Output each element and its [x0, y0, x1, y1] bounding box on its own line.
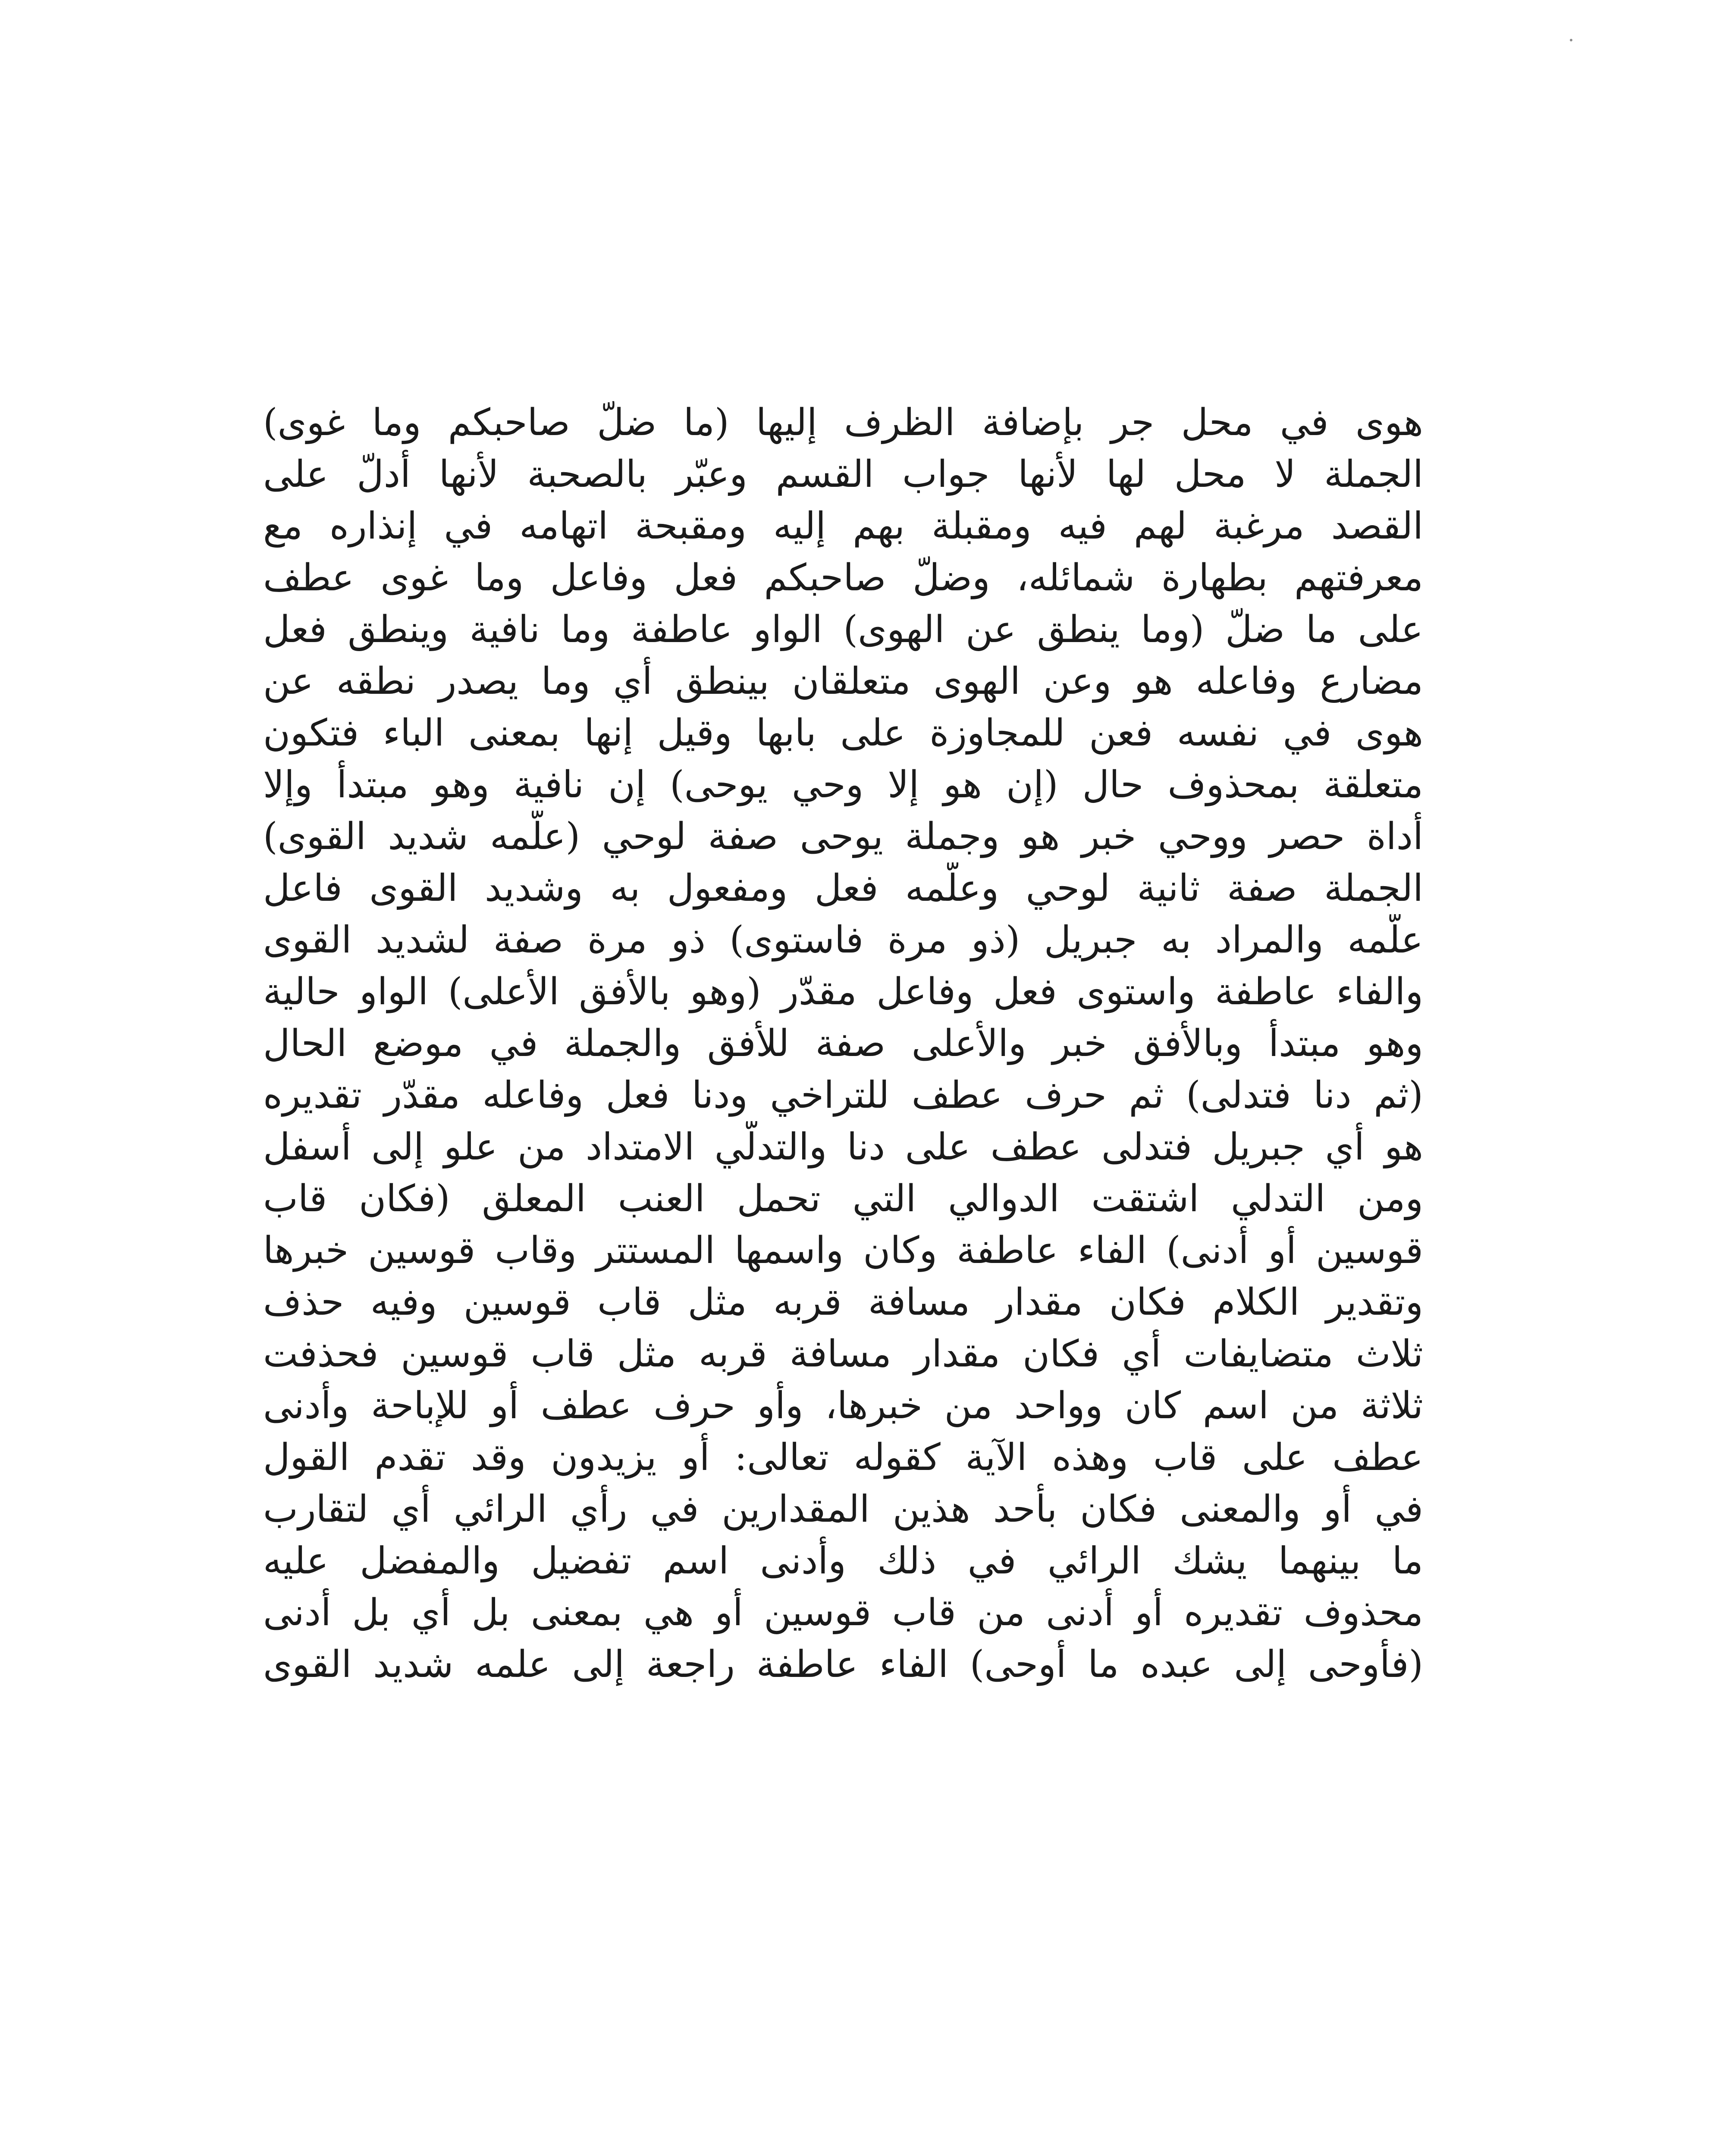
text-line: أداة حصر ووحي خبر هو وجملة يوحى صفة لوحي (علّمه شديد القوى): [263, 815, 1423, 858]
text-line: الجملة لا محل لها لأنها جواب القسم وعبّر بالصحبة لأنها أدلّ على: [263, 453, 1423, 496]
text-line: والفاء عاطفة واستوى فعل وفاعل مقدّر (وهو بالأفق الأعلى) الواو حالية: [263, 970, 1423, 1013]
text-line: معرفتهم بطهارة شمائله، وضلّ صاحبكم فعل وفاعل وما غوى عطف: [263, 556, 1423, 599]
text-line: محذوف تقديره أو أدنى من قاب قوسين أو هي بمعنى بل أي بل أدنى: [263, 1591, 1423, 1634]
text-line: عطف على قاب وهذه الآية كقوله تعالى: أو يزيدون وقد تقدم القول: [263, 1436, 1423, 1479]
text-line: مضارع وفاعله هو وعن الهوى متعلقان بينطق أي وما يصدر نطقه عن: [263, 660, 1423, 703]
text-line: وهو مبتدأ وبالأفق خبر والأعلى صفة للأفق والجملة في موضع الحال: [263, 1022, 1423, 1065]
text-line: الجملة صفة ثانية لوحي وعلّمه فعل ومفعول به وشديد القوى فاعل: [263, 867, 1423, 910]
text-line: هو أي جبريل فتدلى عطف على دنا والتدلّي الامتداد من علو إلى أسفل: [263, 1125, 1423, 1169]
text-line: متعلقة بمحذوف حال (إن هو إلا وحي يوحى) إن نافية وهو مبتدأ وإلا: [263, 763, 1423, 806]
text-line: على ما ضلّ (وما ينطق عن الهوى) الواو عاطفة وما نافية وينطق فعل: [263, 608, 1423, 651]
text-line: ما بينهما يشك الرائي في ذلك وأدنى اسم تفضيل والمفضل عليه: [263, 1539, 1423, 1583]
text-line: في أو والمعنى فكان بأحد هذين المقدارين في رأي الرائي أي لتقارب: [263, 1488, 1423, 1531]
text-line: ومن التدلي اشتقت الدوالي التي تحمل العنب المعلق (فكان قاب: [263, 1177, 1423, 1220]
body-text: [263, 397, 1423, 1690]
scan-speck: [1570, 39, 1572, 41]
text-line: قوسين أو أدنى) الفاء عاطفة وكان واسمها المستتر وقاب قوسين خبرها: [263, 1229, 1423, 1272]
text-line: (ثم دنا فتدلى) ثم حرف عطف للتراخي ودنا فعل وفاعله مقدّر تقديره: [263, 1074, 1423, 1117]
text-line: هوى في محل جر بإضافة الظرف إليها (ما ضلّ صاحبكم وما غوى): [263, 401, 1423, 444]
text-line: هوى في نفسه فعن للمجاوزة على بابها وقيل إنها بمعنى الباء فتكون: [263, 711, 1423, 755]
text-line: ثلاثة من اسم كان وواحد من خبرها، وأو حرف عطف أو للإباحة وأدنى: [263, 1384, 1423, 1427]
text-line: وتقدير الكلام فكان مقدار مسافة قربه مثل قاب قوسين وفيه حذف: [263, 1281, 1423, 1324]
text-line: ثلاث متضايفات أي فكان مقدار مسافة قربه مثل قاب قوسين فحذفت: [263, 1332, 1423, 1376]
text-line: (فأوحى إلى عبده ما أوحى) الفاء عاطفة راجعة إلى علمه شديد القوى: [263, 1643, 1423, 1686]
text-line: علّمه والمراد به جبريل (ذو مرة فاستوى) ذو مرة صفة لشديد القوى: [263, 918, 1423, 962]
text-line: القصد مرغبة لهم فيه ومقبلة بهم إليه ومقبحة اتهامه في إنذاره مع: [263, 505, 1423, 548]
